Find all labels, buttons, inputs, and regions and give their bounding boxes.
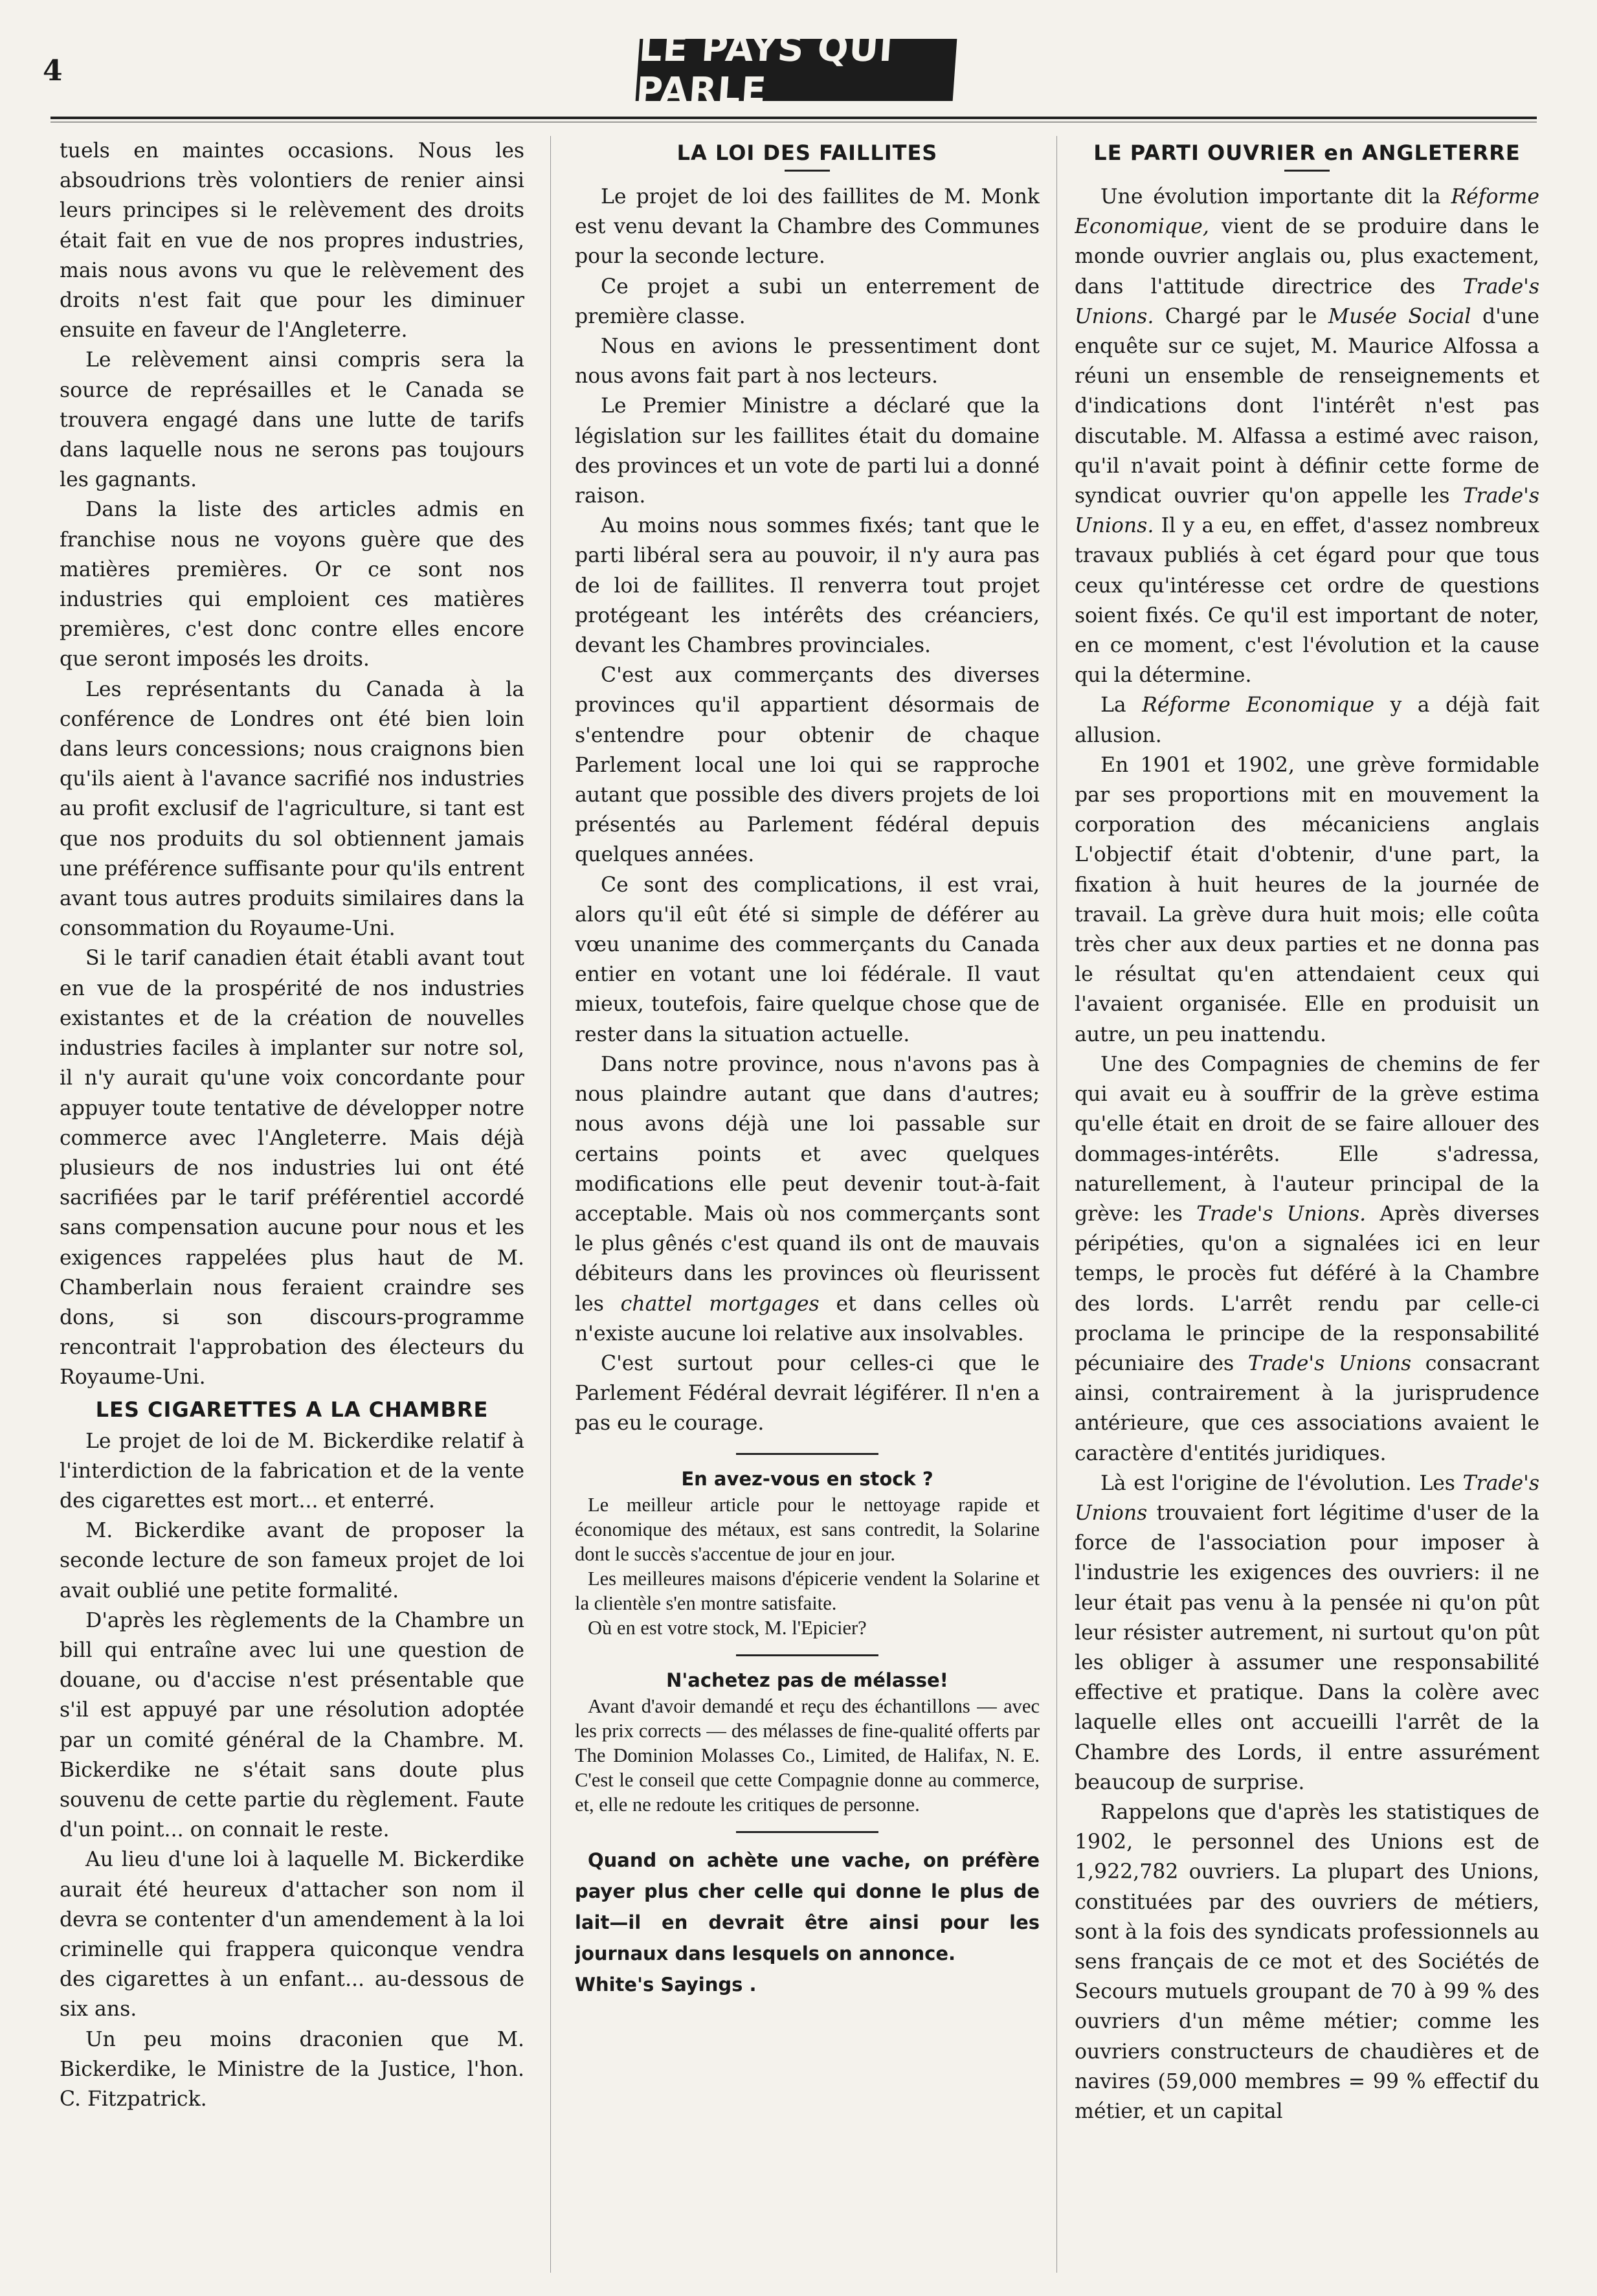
article-paragraph: Si le tarif canadien était établi avant tout en vue de la prospérité de nos industries existantes et de la création de nouvelles industries faciles à implanter sur notre sol, il n'y aurait qu'une voix concordante pour appuyer toute tentative de développer notre commerce avec l'Angleterre. Mais déjà plusieurs de nos industries lui ont été sacrifiées par le tarif préférentiel accordé sans compensation aucune pour nous et les exigences rappelées plus haut de M. Chamberlain nous feraient craindre ses dons, si son discours-programme rencontrait l'approbation des électeurs du Royaume-Uni. [60,947,524,1390]
ad-paragraph: Les meilleures maisons d'épicerie vendent la Solarine et la clientèle s'en montre satisfaite. [575,1567,1040,1614]
text-run-italic: Trade's Unions. [1075,484,1539,538]
article-paragraph: M. Bickerdike avant de proposer la seconde lecture de son fameux projet de loi avait oublié une petite formalité. [60,1519,524,1603]
section-rule [736,1654,878,1656]
text-run: trouvaient fort légitime d'user de la force de l'association pour imposer à l'industrie les exigences des ouvriers: il ne leur était pas venu à la pensée ni qu'on pût leur résister autrement, ni surtout qu'on pût les obliger à assumer une responsabilité effective et pratique. Dans la colère avec laquelle elles ont accueilli l'arrêt de la Chambre des Lords, il entre assurément beaucoup de surprise. [1075,1501,1539,1794]
article-paragraph [1075,182,1539,690]
text-run: y a déjà fait allusion. [1075,693,1539,747]
article-paragraph: Au moins nous sommes fixés; tant que le parti libéral sera au pouvoir, il n'y aura pas de loi de faillites. Il renverra tout projet protégeant les intérêts des créanciers, devant les Chambres provinciales. [575,514,1040,658]
article-paragraph: C'est aux commerçants des diverses provinces qu'il appartient désormais de s'entendre pour obtenir de chaque Parlement local une loi qui se rapproche autant que possible des divers projets de loi présentés au Parlement fédéral depuis quelques années. [575,664,1040,867]
ad-title-solarine: En avez-vous en stock ? [681,1467,933,1490]
text-run: Après diverses péripéties, qu'on a signalées ici en leur temps, le procès fut déféré à la Chambre des lords. L'arrêt rendu par celle-ci proclama le principe de la responsabilité pécuniaire des [1075,1202,1539,1375]
text-run: consacrant ainsi, contrairement à la jurisprudence antérieure, que ces associations avaient le caractère d'entités juridiques. [1075,1351,1539,1465]
text-run: La [1100,693,1143,717]
text-run: et dans celles où n'existe aucune loi relative aux insolvables. [575,1292,1040,1345]
text-run-italic: Réforme Economique, [1075,185,1539,239]
article-paragraph [575,1050,1040,1349]
article-paragraph: Au lieu d'une loi à laquelle M. Bickerdike aurait été heureux d'attacher son nom il devra se contenter d'un amendement à la loi criminelle qui frappera quiconque vendra des cigarettes à un enfant... au-dessous de six ans. [60,1848,524,2021]
article-paragraph [1075,1469,1539,1797]
text-run-italic: Trade's Unions. [1075,275,1539,328]
quote-text: Quand on achète une vache, on préfère payer plus cher celle qui donne le plus de lait—il en devrait être ainsi pour les journaux dans lesquels on annonce. [575,1849,1040,1964]
article-paragraph [1075,690,1539,750]
quote-block [575,1845,1040,2000]
article-paragraph: Le Premier Ministre a déclaré que la législation sur les faillites était du domaine des provinces et un vote de parti lui a donné raison. [575,394,1040,508]
article-paragraph [1075,1050,1539,1469]
ad-melasse [575,1694,1040,1817]
section-rule [736,1831,878,1833]
article-paragraph: En 1901 et 1902, une grève formidable par ses proportions mit en mouvement la corporation des mécaniciens anglais L'objectif était d'obtenir, d'une part, la fixation à huit heures de la journée de travail. La grève dura huit mois; elle coûta très cher aux deux parties et ne donna pas le résultat qu'en attendaient ceux qui l'avaient organisée. Elle en produisit un autre, un peu inattendu. [1075,753,1539,1046]
text-run: d'une enquête sur ce sujet, M. Maurice Alfossa a réuni un ensemble de renseignements et d'indications dont l'intérêt n'est pas discutable. M. Alfassa a estimé avec raison, qu'il n'avait point à définir cette forme de syndicat ouvrier qu'on appelle les [1075,304,1539,508]
text-run-italic: chattel mortgages [620,1292,820,1316]
text-run-italic: Trade's Unions. [1196,1202,1367,1226]
article-paragraph: tuels en maintes occasions. Nous les absoudrions très volontiers de renier ainsi leurs principes si le relèvement des droits était fait en vue de nos propres industries, mais nous avons vu que le relèvement des droits n'est fait que pour les diminuer ensuite en faveur de l'Angleterre. [60,139,524,343]
article-paragraph: Un peu moins draconien que M. Bickerdike, le Ministre de la Justice, l'hon. C. Fitzpatrick. [60,2027,524,2111]
article-paragraph: Le projet de loi de M. Bickerdike relatif à l'interdiction de la fabrication et de la vente des cigarettes est mort... et enterré. [60,1429,524,1513]
ad-paragraph: Où en est votre stock, M. l'Epicier? [588,1616,867,1639]
headline-parti-ouvrier: LE PARTI OUVRIER en ANGLETERRE [1093,141,1521,165]
headline-rule [785,170,830,172]
text-run-italic: Trade's Unions [1247,1351,1412,1375]
article-paragraph: Le relèvement ainsi compris sera la source de représailles et le Canada se trouvera engagé dans une lutte de tarifs dans laquelle nous ne serons pas toujours les gagnants. [60,348,524,492]
article-paragraph: C'est surtout pour celles-ci que le Parlement Fédéral devrait légiférer. Il n'en a pas eu le courage. [575,1351,1040,1435]
column-3 [1075,136,1539,2286]
ad-solarine [575,1492,1040,1640]
article-paragraph: Rappelons que d'après les statistiques de 1902, le personnel des Unions est de 1,922,782 ouvriers. La plupart des Unions, constituées par des ouvriers de métiers, sont à la fois des syndicats professionnels au sens français de ce mot et des Sociétés de Secours mutuels groupant de 70 à 99 % des ouvriers d'un même métier; comme les ouvriers constructeurs de chaudières et de navires (59,000 membres = 99 % effectif du métier, et un capital [1075,1800,1539,2123]
quote-signature: White's Sayings . [575,1973,757,1996]
article-paragraph: Ce sont des complications, il est vrai, alors qu'il eût été si simple de déférer au vœu unanime des commerçants du Canada entier en votant une loi fédérale. Il vaut mieux, toutefois, faire quelque chose que de rester dans la situation actuelle. [575,873,1040,1046]
page-number: 4 [43,54,63,87]
text-run: vient de se produire dans le monde ouvrier anglais ou, plus exactement, dans l'attitude directrice des [1075,215,1539,298]
article-paragraph: Les représentants du Canada à la conférence de Londres ont été bien loin dans leurs concessions; nous craignons bien qu'ils aient à l'avance sacrifié nos industries au profit exclusif de l'agriculture, si tant est que nos produits du sol obtiennent jamais une préférence suffisante pour qu'ils entrent avant tous autres produits similaires dans la consommation du Royaume-Uni. [60,677,524,941]
section-rule [736,1453,878,1455]
column-divider [550,136,551,2273]
headline-rule [1284,170,1330,172]
column-divider [1056,136,1057,2273]
column-1 [60,136,524,2286]
text-run: Là est l'origine de l'évolution. Les [1100,1471,1463,1495]
headline-faillites: LA LOI DES FAILLITES [676,141,938,165]
text-run-italic: Musée Social [1328,304,1471,328]
text-run: Il y a eu, en effet, d'assez nombreux travaux publiés à cet égard pour que tous ceux qu'intéresse cet ordre de questions soient fixés. Ce qu'il est important de noter, en ce moment, c'est l'évolution et la cause qui la détermine. [1075,514,1539,688]
masthead-logo: LE PAYS QUI PARLE [636,39,957,101]
article-paragraph: Dans la liste des articles admis en franchise nous ne voyons guère que des matières premières. Or ce sont nos industries qui emploient ces matières premières, c'est donc contre elles encore que seront imposés les droits. [60,498,524,671]
headline-cigarettes: LES CIGARETTES A LA CHAMBRE [95,1397,489,1422]
text-run: Une évolution importante dit la [1100,185,1451,208]
header-rule [50,117,1537,119]
ad-paragraph: Le meilleur article pour le nettoyage rapide et économique des métaux, est sans contredit, la Solarine dont le succès s'accentue de jour en jour. [575,1493,1040,1565]
text-run-italic: Trade's Unions [1075,1471,1539,1525]
article-paragraph: Nous en avions le pressentiment dont nous avons fait part à nos lecteurs. [575,335,1040,388]
column-2 [575,136,1040,2286]
ad-paragraph: Avant d'avoir demandé et reçu des échantillons — avec les prix corrects — des mélasses de fine-qualité offerts par The Dominion Molasses Co., Limited, de Halifax, N. E. C'est le conseil que cette Compagnie donne au commerce, et, elle ne redoute les critiques de personne. [575,1694,1040,1816]
text-run: Une des Compagnies de chemins de fer qui avait eu à souffrir de la grève estima qu'elle était en droit de se faire allouer des dommages-intérêts. Elle s'adressa, naturellement, à l'auteur principal de la grève: les [1075,1052,1539,1226]
text-run: Chargé par le [1154,304,1328,328]
article-paragraph: D'après les règlements de la Chambre un bill qui entraîne avec lui une question de douane, ou d'accise n'est présentable que s'il est appuyé par une résolution adoptée par un comité général de la Chambre. M. Bickerdike ne s'était sans doute plus souvenu de cette partie du règlement. Faute d'un point... on connait le reste. [60,1608,524,1842]
ad-title-melasse: N'achetez pas de mélasse! [666,1669,948,1691]
text-run-italic: Réforme Economique [1142,693,1375,717]
text-run: Dans notre province, nous n'avons pas à nous plaindre autant que dans d'autres; nous avons déjà une loi passable sur certains points et avec quelques modifications elle peut devenir tout-à-fait acceptable. Mais où nos commerçants sont le plus gênés c'est quand ils ont de mauvais débiteurs dans les provinces où fleurissent les [575,1052,1040,1316]
article-paragraph: Ce projet a subi un enterrement de première classe. [575,275,1040,328]
article-paragraph: Le projet de loi des faillites de M. Monk est venu devant la Chambre des Communes pour la seconde lecture. [575,185,1040,269]
